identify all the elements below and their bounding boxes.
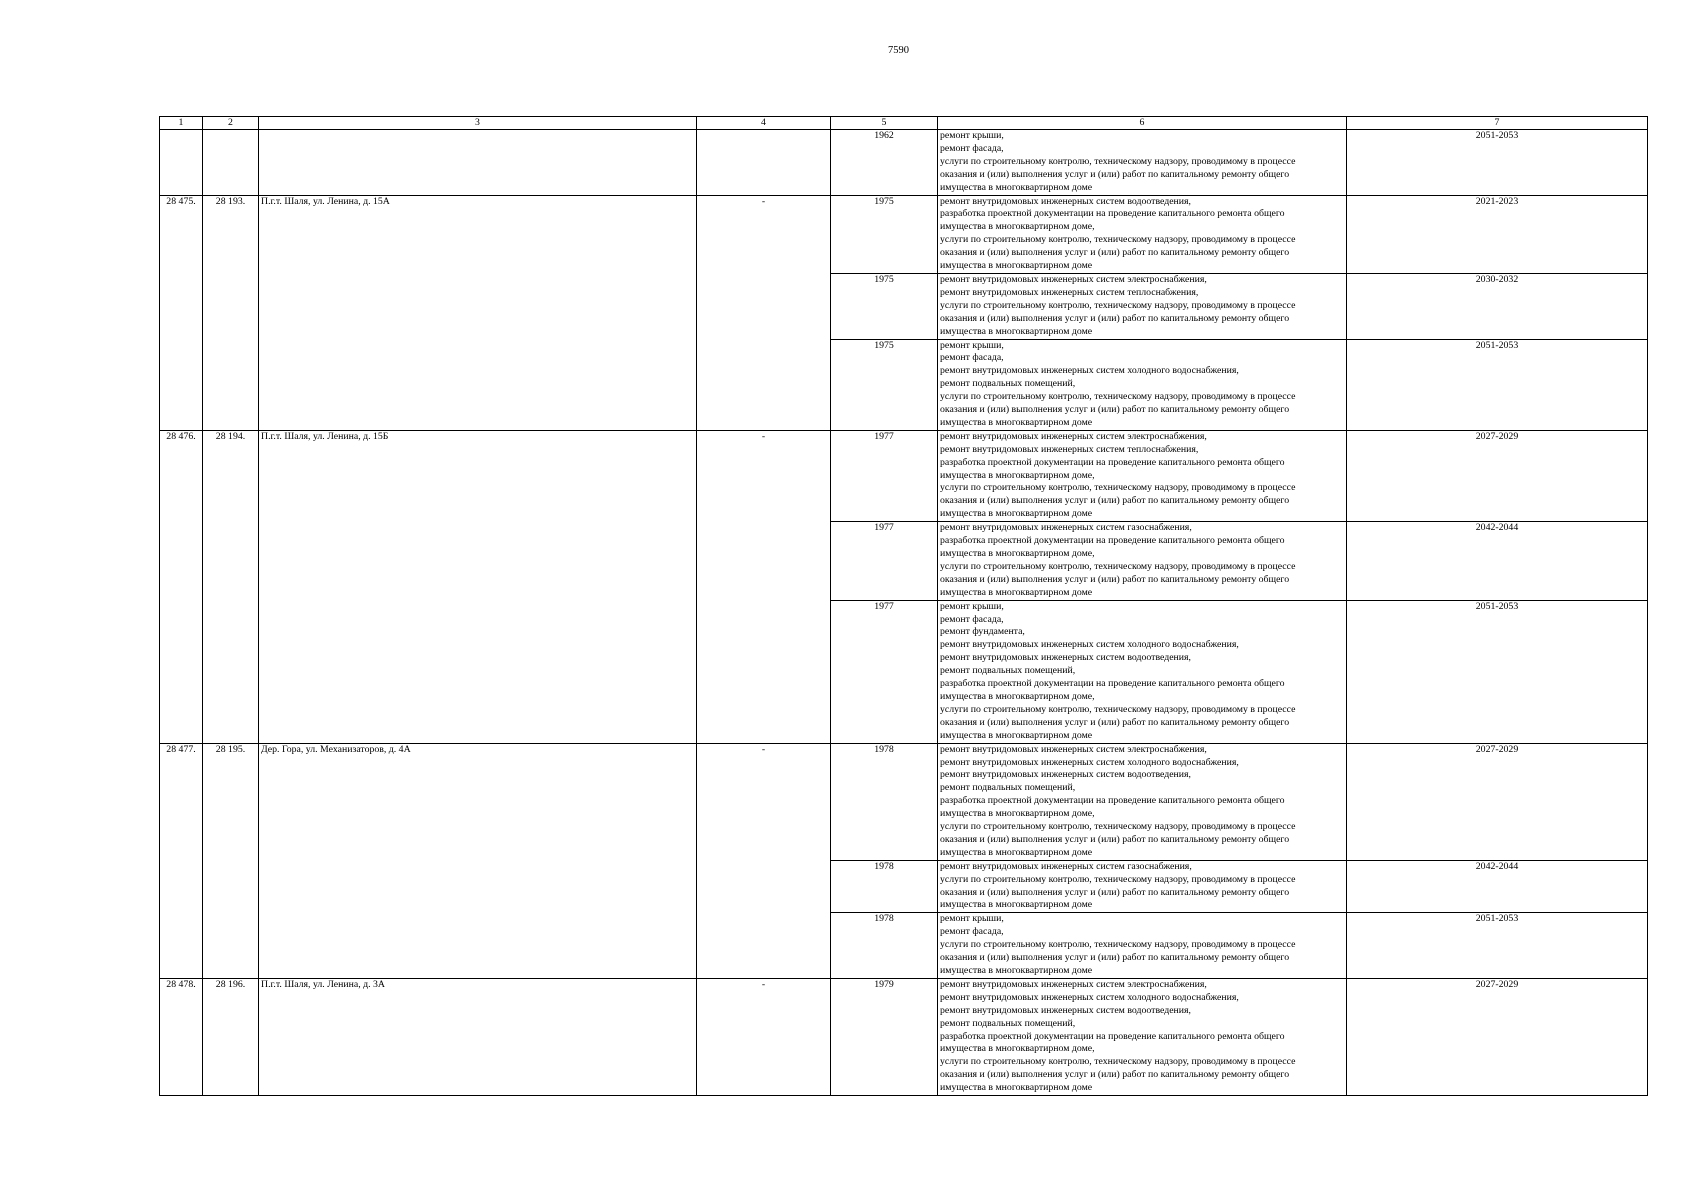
work-item: оказания и (или) выполнения услуг и (или) работ по капитальному ремонту общего [940,573,1290,585]
year-cell: 1977 [831,600,938,743]
works-cell [938,600,1347,743]
work-item: ремонт внутридомовых инженерных систем электроснабжения, [940,978,1207,990]
work-item: ремонт фасада, [940,142,1004,154]
column-header: 2 [203,117,259,130]
address-cell: П.г.т. Шаля, ул. Ленина, д. 15Б [259,430,697,743]
work-item: имущества в многоквартирном доме, [940,469,1095,481]
work-item: ремонт внутридомовых инженерных систем теплоснабжения, [940,286,1199,298]
row-number-cell: 28 476. [160,430,203,743]
year-cell: 1977 [831,430,938,521]
work-item: ремонт внутридомовых инженерных систем газоснабжения, [940,860,1192,872]
year-cell: 1975 [831,195,938,273]
work-item: оказания и (или) выполнения услуг и (или) работ по капитальному ремонту общего [940,312,1290,324]
work-item: ремонт крыши, [940,130,1004,141]
column-header: 5 [831,117,938,130]
works-cell [938,743,1347,860]
work-item: имущества в многоквартирном доме [940,899,1093,911]
row-number-cell [160,130,203,196]
work-item: ремонт фундамента, [940,626,1025,638]
work-item: ремонт внутридомовых инженерных систем электроснабжения, [940,743,1207,755]
table-row [160,430,1648,521]
work-item: услуги по строительному контролю, техническому надзору, проводимому в процессе [940,873,1296,885]
work-item: оказания и (или) выполнения услуг и (или) работ по капитальному ремонту общего [940,168,1290,180]
work-item: ремонт внутридомовых инженерных систем холодного водоснабжения, [940,756,1239,768]
period-cell: 2051-2053 [1347,339,1648,430]
column-4-cell: - [697,430,831,743]
period-cell: 2051-2053 [1347,913,1648,979]
work-item: оказания и (или) выполнения услуг и (или) работ по капитальному ремонту общего [940,495,1290,507]
work-item: ремонт внутридомовых инженерных систем водоотведения, [940,195,1192,207]
work-item: имущества в многоквартирном доме [940,325,1093,337]
year-cell: 1979 [831,978,938,1095]
period-cell: 2042-2044 [1347,522,1648,600]
year-cell: 1978 [831,860,938,913]
work-item: услуги по строительному контролю, техническому надзору, проводимому в процессе [940,234,1296,246]
page-number: 7590 [888,45,909,56]
table-row [160,978,1648,1095]
column-4-cell: - [697,195,831,430]
work-item: имущества в многоквартирном доме [940,965,1093,976]
table-row [160,130,1648,196]
work-item: ремонт крыши, [940,600,1004,612]
work-item: ремонт внутридомовых инженерных систем электроснабжения, [940,430,1207,442]
work-item: разработка проектной документации на проведение капитального ремонта общего [940,456,1285,468]
work-item: ремонт фасада, [940,926,1004,938]
work-item: оказания и (или) выполнения услуг и (или) работ по капитальному ремонту общего [940,833,1290,845]
works-cell [938,522,1347,600]
work-item: ремонт крыши, [940,913,1004,925]
work-item: имущества в многоквартирном доме [940,1082,1093,1094]
column-4-cell: - [697,743,831,978]
year-cell: 1977 [831,522,938,600]
row-number-cell: 28 477. [160,743,203,978]
column-number-row [160,117,1648,130]
work-item: ремонт подвальных помещений, [940,378,1076,390]
work-item: ремонт фасада, [940,352,1004,364]
work-item: разработка проектной документации на проведение капитального ремонта общего [940,208,1285,220]
column-header: 4 [697,117,831,130]
period-cell: 2051-2053 [1347,600,1648,743]
works-cell [938,273,1347,339]
work-item: ремонт фасада, [940,613,1004,625]
row-number-2-cell: 28 195. [203,743,259,978]
work-item: разработка проектной документации на проведение капитального ремонта общего [940,535,1285,547]
year-cell: 1978 [831,913,938,979]
work-item: имущества в многоквартирном доме [940,586,1093,598]
work-item: разработка проектной документации на проведение капитального ремонта общего [940,795,1285,807]
works-cell [938,130,1347,196]
work-item: разработка проектной документации на проведение капитального ремонта общего [940,678,1285,690]
work-item: ремонт внутридомовых инженерных систем холодного водоснабжения, [940,991,1239,1003]
work-item: услуги по строительному контролю, техническому надзору, проводимому в процессе [940,391,1296,403]
work-item: имущества в многоквартирном доме, [940,221,1095,233]
address-cell [259,130,697,196]
work-item: имущества в многоквартирном доме, [940,808,1095,820]
works-cell [938,430,1347,521]
period-cell: 2042-2044 [1347,860,1648,913]
column-header: 1 [160,117,203,130]
work-item: разработка проектной документации на проведение капитального ремонта общего [940,1030,1285,1042]
period-cell: 2030-2032 [1347,273,1648,339]
work-item: имущества в многоквартирном доме [940,729,1093,741]
year-cell: 1975 [831,339,938,430]
period-cell: 2051-2053 [1347,130,1648,196]
work-item: имущества в многоквартирном доме [940,260,1093,272]
work-item: услуги по строительному контролю, техническому надзору, проводимому в процессе [940,1056,1296,1068]
work-item: услуги по строительному контролю, техническому надзору, проводимому в процессе [940,482,1296,494]
work-item: имущества в многоквартирном доме [940,416,1093,428]
work-item: ремонт внутридомовых инженерных систем водоотведения, [940,652,1192,664]
work-item: ремонт внутридомовых инженерных систем газоснабжения, [940,522,1192,534]
work-item: имущества в многоквартирном доме, [940,548,1095,559]
table-body [160,130,1648,1096]
period-cell: 2027-2029 [1347,430,1648,521]
work-item: имущества в многоквартирном доме [940,181,1093,193]
work-item: имущества в многоквартирном доме [940,846,1093,858]
row-number-cell: 28 478. [160,978,203,1095]
work-item: ремонт подвальных помещений, [940,665,1076,677]
works-cell [938,860,1347,913]
work-item: ремонт подвальных помещений, [940,782,1076,794]
work-item: услуги по строительному контролю, техническому надзору, проводимому в процессе [940,560,1296,572]
work-item: ремонт подвальных помещений, [940,1017,1076,1029]
work-item: ремонт внутридомовых инженерных систем водоотведения, [940,1004,1192,1016]
period-cell: 2027-2029 [1347,743,1648,860]
row-number-2-cell: 28 193. [203,195,259,430]
year-cell: 1978 [831,743,938,860]
address-cell: Дер. Гора, ул. Механизаторов, д. 4А [259,743,697,978]
work-item: оказания и (или) выполнения услуг и (или) работ по капитальному ремонту общего [940,886,1290,898]
work-item: ремонт внутридомовых инженерных систем теплоснабжения, [940,443,1199,455]
work-item: ремонт внутридомовых инженерных систем холодного водоснабжения, [940,365,1239,377]
work-item: оказания и (или) выполнения услуг и (или) работ по капитальному ремонту общего [940,716,1290,728]
works-cell [938,195,1347,273]
row-number-cell: 28 475. [160,195,203,430]
work-item: оказания и (или) выполнения услуг и (или) работ по капитальному ремонту общего [940,404,1290,416]
works-cell [938,913,1347,979]
row-number-2-cell: 28 194. [203,430,259,743]
year-cell: 1975 [831,273,938,339]
work-item: имущества в многоквартирном доме, [940,1043,1095,1055]
column-header: 3 [259,117,697,130]
work-item: ремонт внутридомовых инженерных систем холодного водоснабжения, [940,639,1239,651]
address-cell: П.г.т. Шаля, ул. Ленина, д. 15А [259,195,697,430]
column-header: 6 [938,117,1347,130]
period-cell: 2021-2023 [1347,195,1648,273]
works-cell [938,339,1347,430]
work-item: оказания и (или) выполнения услуг и (или) работ по капитальному ремонту общего [940,952,1290,964]
table-row [160,195,1648,273]
column-header: 7 [1347,117,1648,130]
work-item: ремонт крыши, [940,339,1004,351]
work-item: услуги по строительному контролю, техническому надзору, проводимому в процессе [940,155,1296,167]
work-item: ремонт внутридомовых инженерных систем водоотведения, [940,769,1192,781]
work-item: услуги по строительному контролю, техническому надзору, проводимому в процессе [940,299,1296,311]
row-number-2-cell: 28 196. [203,978,259,1095]
work-item: оказания и (или) выполнения услуг и (или) работ по капитальному ремонту общего [940,1069,1290,1081]
row-number-2-cell [203,130,259,196]
year-cell: 1962 [831,130,938,196]
work-item: имущества в многоквартирном доме, [940,690,1095,702]
address-cell: П.г.т. Шаля, ул. Ленина, д. 3А [259,978,697,1095]
column-4-cell [697,130,831,196]
column-4-cell: - [697,978,831,1095]
works-cell [938,978,1347,1095]
table-row [160,743,1648,860]
repair-schedule-table [159,116,1648,1096]
work-item: услуги по строительному контролю, техническому надзору, проводимому в процессе [940,703,1296,715]
period-cell: 2027-2029 [1347,978,1648,1095]
work-item: оказания и (или) выполнения услуг и (или) работ по капитальному ремонту общего [940,247,1290,259]
work-item: ремонт внутридомовых инженерных систем электроснабжения, [940,273,1207,285]
work-item: имущества в многоквартирном доме [940,508,1093,520]
work-item: услуги по строительному контролю, техническому надзору, проводимому в процессе [940,939,1296,951]
work-item: услуги по строительному контролю, техническому надзору, проводимому в процессе [940,821,1296,833]
